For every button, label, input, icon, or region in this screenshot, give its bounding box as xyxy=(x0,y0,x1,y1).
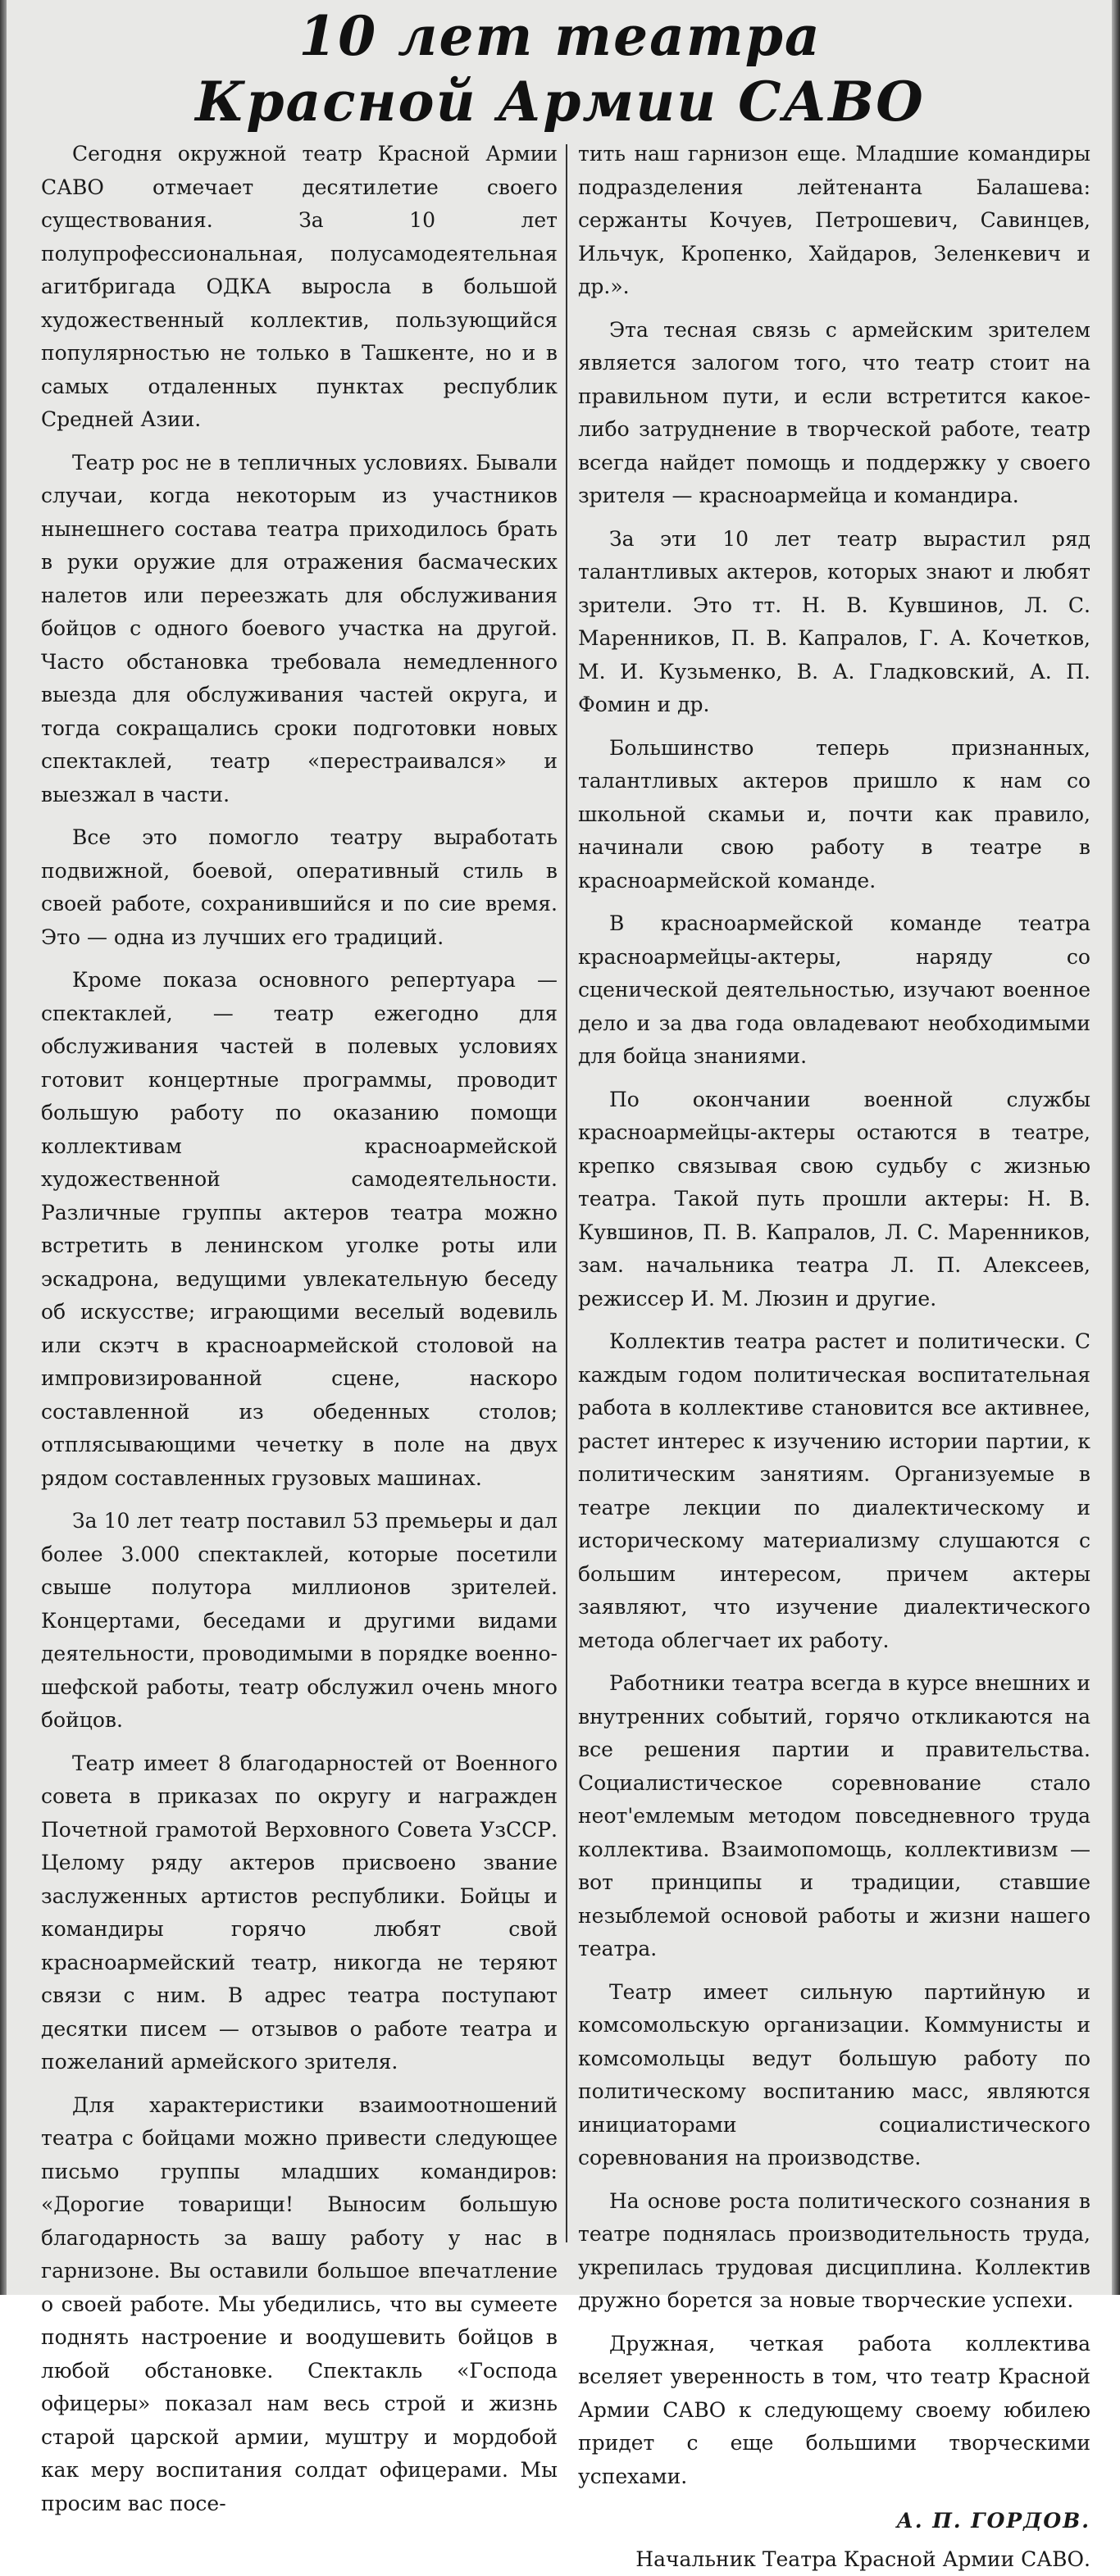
paragraph: В красноармейской команде театра красноармейцы-актеры, наряду со сценической деятельностью, изучают военное дело и за два года овладевают необходимыми для бойца знаниями. xyxy=(578,907,1090,1074)
left-column xyxy=(41,138,558,2530)
paragraph: Коллектив театра растет и политически. С каждым годом политическая воспитательная работа в коллективе становится все активнее, растет интерес к изучению истории партии, к политическим занятиям. Организуемые в театре лекции по диалектическому и историческому материализму слушаются с большим интересом, причем актеры заявляют, что изучение диалектического метода облегчает их работу. xyxy=(578,1325,1090,1657)
headline-line-1: 10 лет театра xyxy=(0,3,1120,69)
author-signature: А. П. ГОРДОВ. xyxy=(578,2505,1090,2538)
author-position: Начальник Театра Красной Армии САВО. xyxy=(578,2543,1090,2576)
right-column xyxy=(578,138,1090,2576)
paragraph: За 10 лет театр поставил 53 премьеры и дал более 3.000 спектаклей, которые посетили свыше полутора миллионов зрителей. Концертами, беседами и другими видами деятельности, проводимыми в порядке военно-шефской работы, театр обслужил очень много бойцов. xyxy=(41,1505,558,1738)
scan-edge-left xyxy=(0,0,7,2295)
paragraph: За эти 10 лет театр вырастил ряд талантливых актеров, которых знают и любят зрители. Это тт. Н. В. Кувшинов, Л. С. Маренников, П. В. Капралов, Г. А. Кочетков, М. И. Кузьменко, В. А. Гладковский, А. П. Фомин и др. xyxy=(578,523,1090,722)
paragraph: Театр имеет сильную партийную и комсомольскую организации. Коммунисты и комсомольцы ведут большую работу по политическому воспитанию масс, являются инициаторами социалистического соревнования на производстве. xyxy=(578,1976,1090,2175)
paragraph: Эта тесная связь с армейским зрителем является залогом того, что театр стоит на правильном пути, и если встретится какое-либо затруднение в творческой работе, театр всегда найдет помощь и поддержку у своего зрителя — красноармейца и командира. xyxy=(578,314,1090,513)
scan-edge-right xyxy=(1112,0,1120,2295)
paragraph: Театр имеет 8 благодарностей от Военного совета в приказах по округу и награжден Почетной грамотой Верховного Совета УзССР. Целому ряду актеров присвоено звание заслуженных артистов республики. Бойцы и командиры горячо любят свой красноармейский театр, никогда не теряют связи с ним. В адрес театра поступают десятки писем — отзывов о работе театра и пожеланий армейского зрителя. xyxy=(41,1747,558,2079)
paragraph: Кроме показа основного репертуара — спектаклей, — театр ежегодно для обслуживания частей в полевых условиях готовит концертные программы, проводит большую работу по оказанию помощи коллективам красноармейской художественной самодеятельности. Различные группы актеров театра можно встретить в ленинском уголке роты или эскадрона, ведущими увлекательную беседу об искусстве; играющими веселый водевиль или скэтч в красноармейской столовой на импровизированной сцене, наскоро составленной из обеденных столов; отплясывающими чечетку в поле на двух рядом составленных грузовых машинах. xyxy=(41,964,558,1495)
paragraph: Работники театра всегда в курсе внешних и внутренних событий, горячо откликаются на все решения партии и правительства. Социалистическое соревнование стало неот'емлемым методом повседневного труда коллектива. Взаимопомощь, коллективизм — вот принципы и традиции, ставшие незыблемой основой работы и жизни нашего театра. xyxy=(578,1667,1090,1966)
paragraph: На основе роста политического сознания в театре поднялась производительность труда, укрепилась трудовая дисциплина. Коллектив дружно борется за новые творческие успехи. xyxy=(578,2185,1090,2318)
paragraph: Театр рос не в тепличных условиях. Бывали случаи, когда некоторым из участников нынешнего состава театра приходилось брать в руки оружие для отражения басмаческих налетов или переезжать для обслуживания бойцов с одного боевого участка на другой. Часто обстановка требовала немедленного выезда для обслуживания частей округа, и тогда сокращались сроки подготовки новых спектаклей, театр «перестраивался» и выезжал в части. xyxy=(41,447,558,812)
headline-line-2: Красной Армии САВО xyxy=(0,69,1120,134)
paragraph: Для характеристики взаимоотношений театра с бойцами можно привести следующее письмо группы младших командиров: «Дорогие товарищи! Выносим большую благодарность за вашу работу у нас в гарнизоне. Вы оставили большое впечатление о своей работе. Мы убедились, что вы сумеете поднять настроение и воодушевить бойцов в любой обстановке. Спектакль «Господа офицеры» показал нам весь строй и жизнь старой царской армии, муштру и мордобой как меру воспитания солдат офицерами. Мы просим вас посе- xyxy=(41,2089,558,2521)
paragraph: Все это помогло театру выработать подвижной, боевой, оперативный стиль в своей работе, сохранившийся и по сие время. Это — одна из лучших его традиций. xyxy=(41,821,558,954)
paragraph: Сегодня окружной театр Красной Армии САВО отмечает десятилетие своего существования. За 10 лет полупрофессиональная, полусамодеятельная агитбригада ОДКА выросла в большой художественный коллектив, пользующийся популярностью не только в Ташкенте, но и в самых отдаленных пунктах республик Средней Азии. xyxy=(41,138,558,437)
paragraph: Дружная, четкая работа коллектива вселяет уверенность в том, что театр Красной Армии САВО к следующему своему юбилею придет с еще большими творческими успехами. xyxy=(578,2328,1090,2494)
paragraph-continued: тить наш гарнизон еще. Младшие командиры подразделения лейтенанта Балашева: сержанты Кочуев, Петрошевич, Савинцев, Ильчук, Кропенко, Хайдаров, Зеленкевич и др.». xyxy=(578,138,1090,304)
paragraph: Большинство теперь признанных, талантливых актеров пришло к нам со школьной скамьи и, почти как правило, начинали свою работу в театре в красноармейской команде. xyxy=(578,732,1090,898)
paragraph: По окончании военной службы красноармейцы-актеры остаются в театре, крепко связывая свою судьбу с жизнью театра. Такой путь прошли актеры: Н. В. Кувшинов, П. В. Капралов, Л. С. Маренников, зам. начальника театра Л. П. Алексеев, режиссер И. М. Люзин и другие. xyxy=(578,1084,1090,1316)
column-divider xyxy=(566,144,567,2242)
article-headline xyxy=(0,3,1120,134)
